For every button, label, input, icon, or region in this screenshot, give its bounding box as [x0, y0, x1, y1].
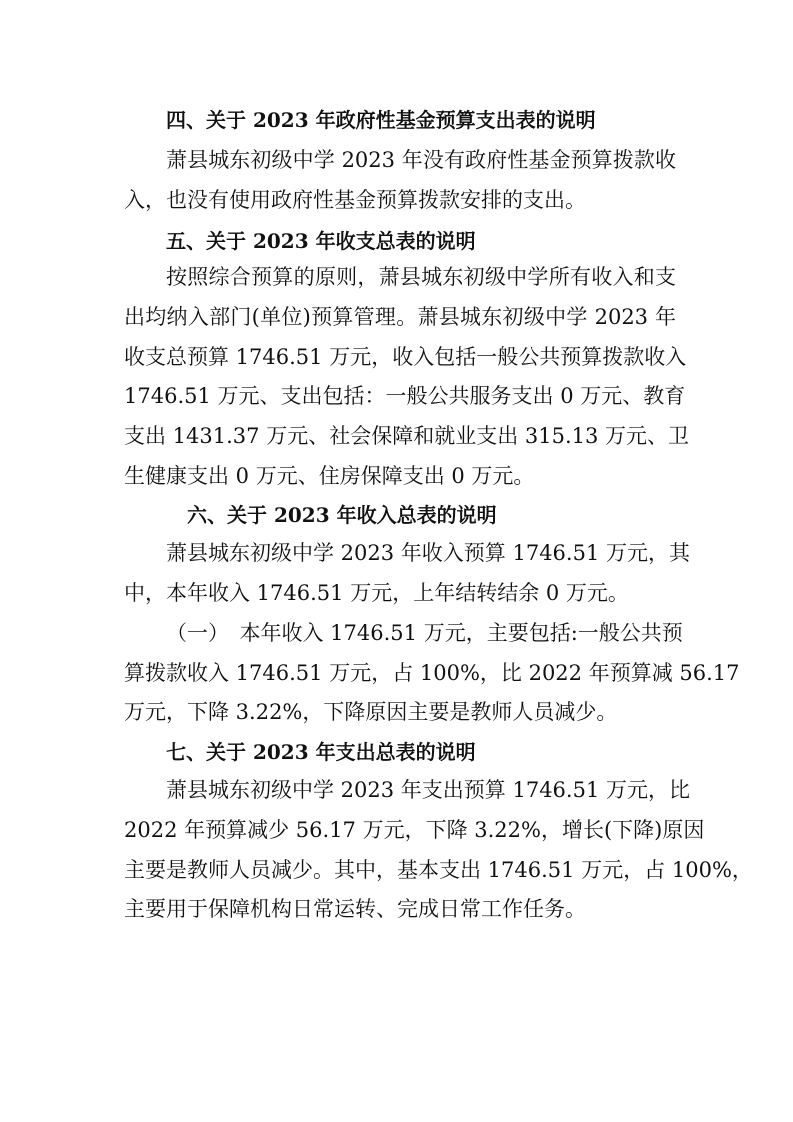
section-6-line-5: 万元，下降 3.22%，下降原因主要是教师人员减少。 — [124, 700, 618, 724]
section-7-line-4: 主要用于保障机构日常运转、完成日常工作任务。 — [124, 897, 586, 921]
section-5-heading: 五、关于 2023 年收支总表的说明 — [166, 229, 476, 253]
section-6-line-2: 中，本年收入 1746.51 万元，上年结转结余 0 万元。 — [124, 581, 629, 605]
section-5-line-2: 出均纳入部门(单位)预算管理。萧县城东初级中学 2023 年 — [124, 305, 676, 329]
section-6-heading: 六、关于 2023 年收入总表的说明 — [187, 503, 497, 527]
section-4-heading: 四、关于 2023 年政府性基金预算支出表的说明 — [166, 108, 596, 132]
section-6-line-1: 萧县城东初级中学 2023 年收入预算 1746.51 万元，其 — [166, 541, 690, 565]
section-7-heading: 七、关于 2023 年支出总表的说明 — [166, 740, 476, 764]
section-5-line-5: 支出 1431.37 万元、社会保障和就业支出 315.13 万元、卫 — [124, 424, 690, 448]
section-5-line-1: 按照综合预算的原则，萧县城东初级中学所有收入和支 — [166, 265, 676, 289]
section-7-line-3: 主要是教师人员减少。其中，基本支出 1746.51 万元，占 100%， — [124, 858, 753, 882]
section-5-line-3: 收支总预算 1746.51 万元，收入包括一般公共预算拨款收入 — [124, 345, 687, 369]
section-4-line-1: 萧县城东初级中学 2023 年没有政府性基金预算拨款收 — [166, 148, 676, 172]
section-5-line-6: 生健康支出 0 万元、住房保障支出 0 万元。 — [124, 464, 535, 488]
section-4-line-2: 入，也没有使用政府性基金预算拨款安排的支出。 — [124, 188, 586, 212]
section-5-line-4: 1746.51 万元、支出包括：一般公共服务支出 0 万元、教育 — [124, 384, 686, 408]
section-7-line-1: 萧县城东初级中学 2023 年支出预算 1746.51 万元，比 — [166, 778, 690, 802]
section-6-line-3: （一） 本年收入 1746.51 万元，主要包括:一般公共预 — [166, 621, 683, 645]
section-7-line-2: 2022 年预算减少 56.17 万元，下降 3.22%，增长(下降)原因 — [124, 818, 705, 842]
section-6-line-4: 算拨款收入 1746.51 万元，占 100%，比 2022 年预算减 56.17 — [124, 661, 740, 685]
